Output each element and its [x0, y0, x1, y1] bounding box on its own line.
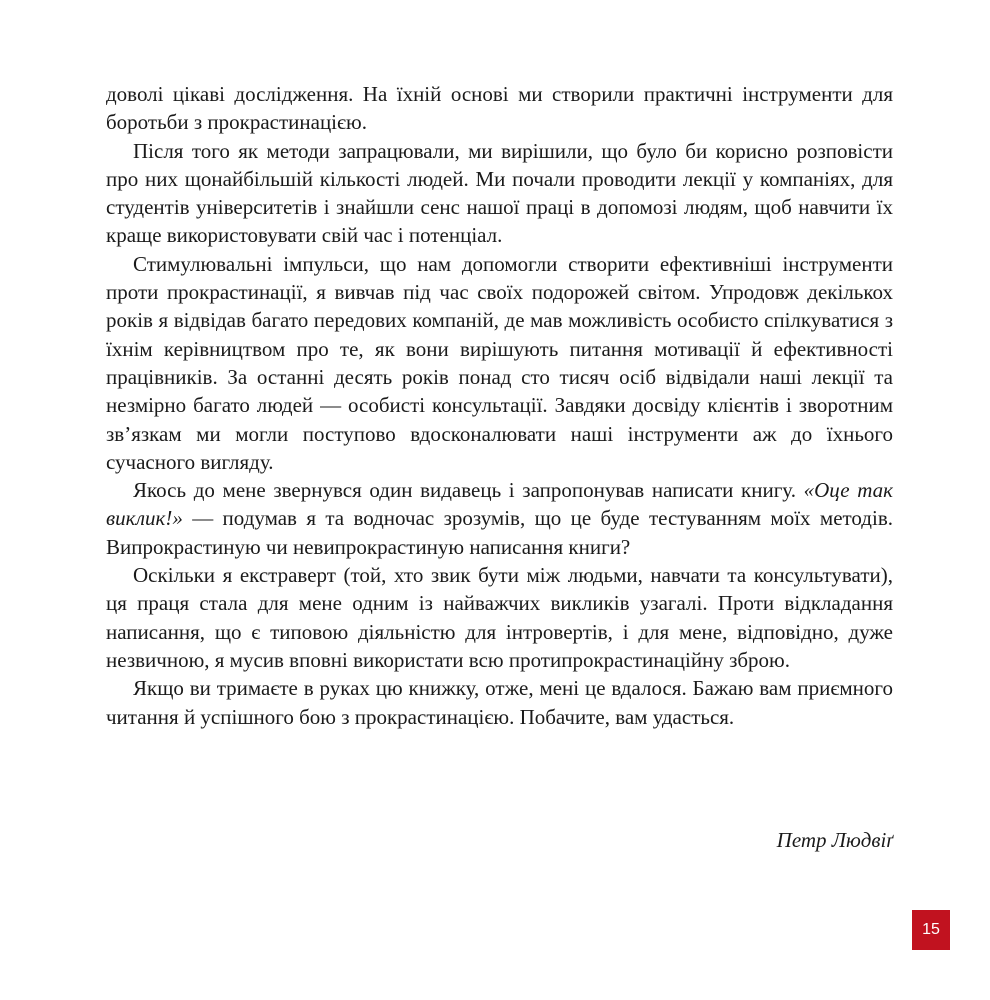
italic-quote: «Оце так виклик!» — [106, 478, 893, 531]
body-text — [106, 80, 893, 731]
paragraph-text: доволі цікаві дослідження. На їхній основі ми створили практичні інструменти для боротьби з прокрастинацією. — [106, 82, 893, 135]
paragraph — [106, 674, 893, 731]
paragraph — [106, 137, 893, 250]
paragraph — [106, 561, 893, 674]
paragraph-text: Якось до мене звернувся один видавець і запропонував написати книгу. — [133, 478, 804, 503]
paragraph-text: Якщо ви тримаєте в руках цю книжку, отже, мені це вдалося. Бажаю вам приємного читання й успішного бою з прокрастинацією. Побачите, вам удасться. — [106, 676, 893, 729]
author-signature: Петр Людвіґ — [776, 828, 893, 852]
paragraph-text: Після того як методи запрацювали, ми вирішили, що було би корисно розповісти про них щонайбільшій кількості людей. Ми почали проводити лекції у компаніях, для студентів університетів і знайшли сенс нашої праці в допомозі людям, щоб навчити їх краще використовувати свій час і потенціал. — [106, 138, 893, 248]
paragraph — [106, 250, 893, 476]
paragraph — [106, 476, 893, 561]
page-number-badge: 15 — [912, 910, 950, 950]
paragraph — [106, 80, 893, 137]
paragraph-text: — подумав я та водночас зрозумів, що це буде тестуванням моїх методів. Випрокрастиную чи невипрокрастиную написання книги? — [106, 506, 893, 559]
paragraph-text: Стимулювальні імпульси, що нам допомогли створити ефективніші інструменти проти прокрастинації, я вивчав під час своїх подорожей світом. Упродовж декількох років я відвідав багато передових компаній, де мав можливість особисто спілкуватися з їхнім керівництвом про те, як вони вирішують питання мотивації й ефективності працівників. За останні десять років понад сто тисяч осіб відвідали наші лекції та незмірно багато людей — особисті консультації. Завдяки досвіду клієнтів і зворотним зв’язкам ми могли поступово вдосконалювати наші інструменти аж до їхнього сучасного вигляду. — [106, 251, 893, 474]
paragraph-text: Оскільки я екстраверт (той, хто звик бути між людьми, навчати та консультувати), ця праця стала для мене одним із найважчих викликів узагалі. Проти відкладання написання, що є типовою діяльністю для інтровертів, і для мене, відповідно, дуже незвичною, я мусив вповні використати всю протипрокрастинаційну зброю. — [106, 563, 893, 672]
